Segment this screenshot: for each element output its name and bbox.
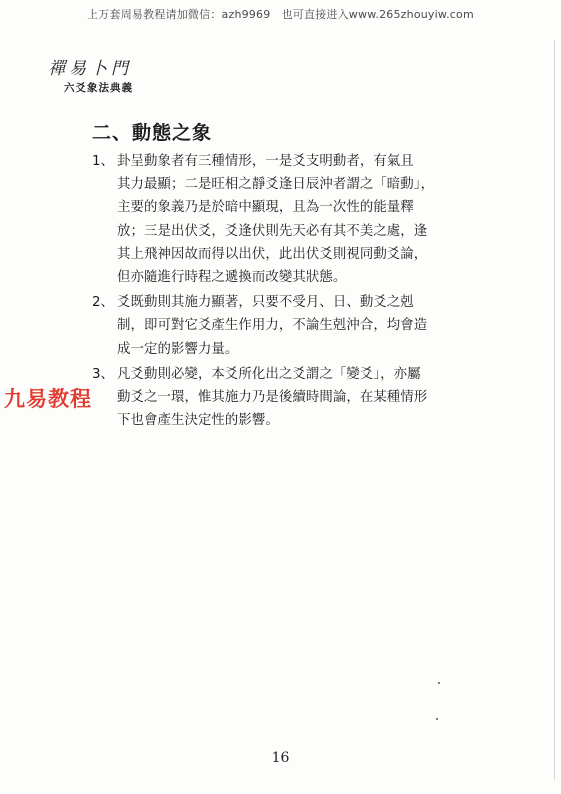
item-list [92,150,452,434]
header-watermark: 上万套周易教程请加微信：azh9969 也可直接进入www.265zhouyiw.com [87,8,474,21]
scan-speck [438,682,440,684]
text-line: 主要的象義乃是於暗中顯現，且為一次性的能量釋 [117,200,414,216]
text-line: 其上飛神因故而得以出伏，此出伏爻則視同動爻論， [117,246,428,262]
scan-speck [436,718,438,720]
overlay-watermark: 九易教程 [4,387,92,411]
text-line: 放；三是出伏爻，爻逢伏則先天必有其不美之處，逢 [117,223,428,239]
section-heading: 二、動態之象 [92,122,213,144]
text-line: 但亦隨進行時程之遞換而改變其狀態。 [117,270,347,286]
list-item [92,363,452,433]
text-line: 爻既動則其施力顯著，只要不受月、日、動爻之剋 [117,295,414,311]
text-line: 制，即可對它爻產生作用力，不論生剋沖合，均會造 [117,318,428,334]
item-text [117,150,452,289]
list-item [92,291,452,361]
page-edge [554,40,555,780]
item-number: 1、 [92,154,114,169]
page-number: 16 [271,750,290,766]
item-number: 2、 [92,295,114,311]
text-line: 下也會產生決定性的影響。 [117,413,279,429]
item-text [117,291,452,361]
text-line: 動爻之一環，惟其施力乃是後續時間論，在某種情形 [117,390,428,406]
book-subtitle: 六爻象法典義 [64,82,133,94]
item-number: 3、 [92,366,114,382]
text-line: 其力最顯；二是旺相之靜爻逢日辰沖者謂之「暗動」， [117,177,435,193]
text-line: 成一定的影響力量。 [117,341,239,357]
list-item [92,150,452,289]
text-line: 凡爻動則必變，本爻所化出之爻謂之「變爻」，亦屬 [117,366,421,382]
book-title: 禪易卜門 [48,59,132,79]
item-text [117,363,452,433]
text-line: 卦呈動象者有三種情形，一是爻支明動者，有氣且 [117,154,414,169]
